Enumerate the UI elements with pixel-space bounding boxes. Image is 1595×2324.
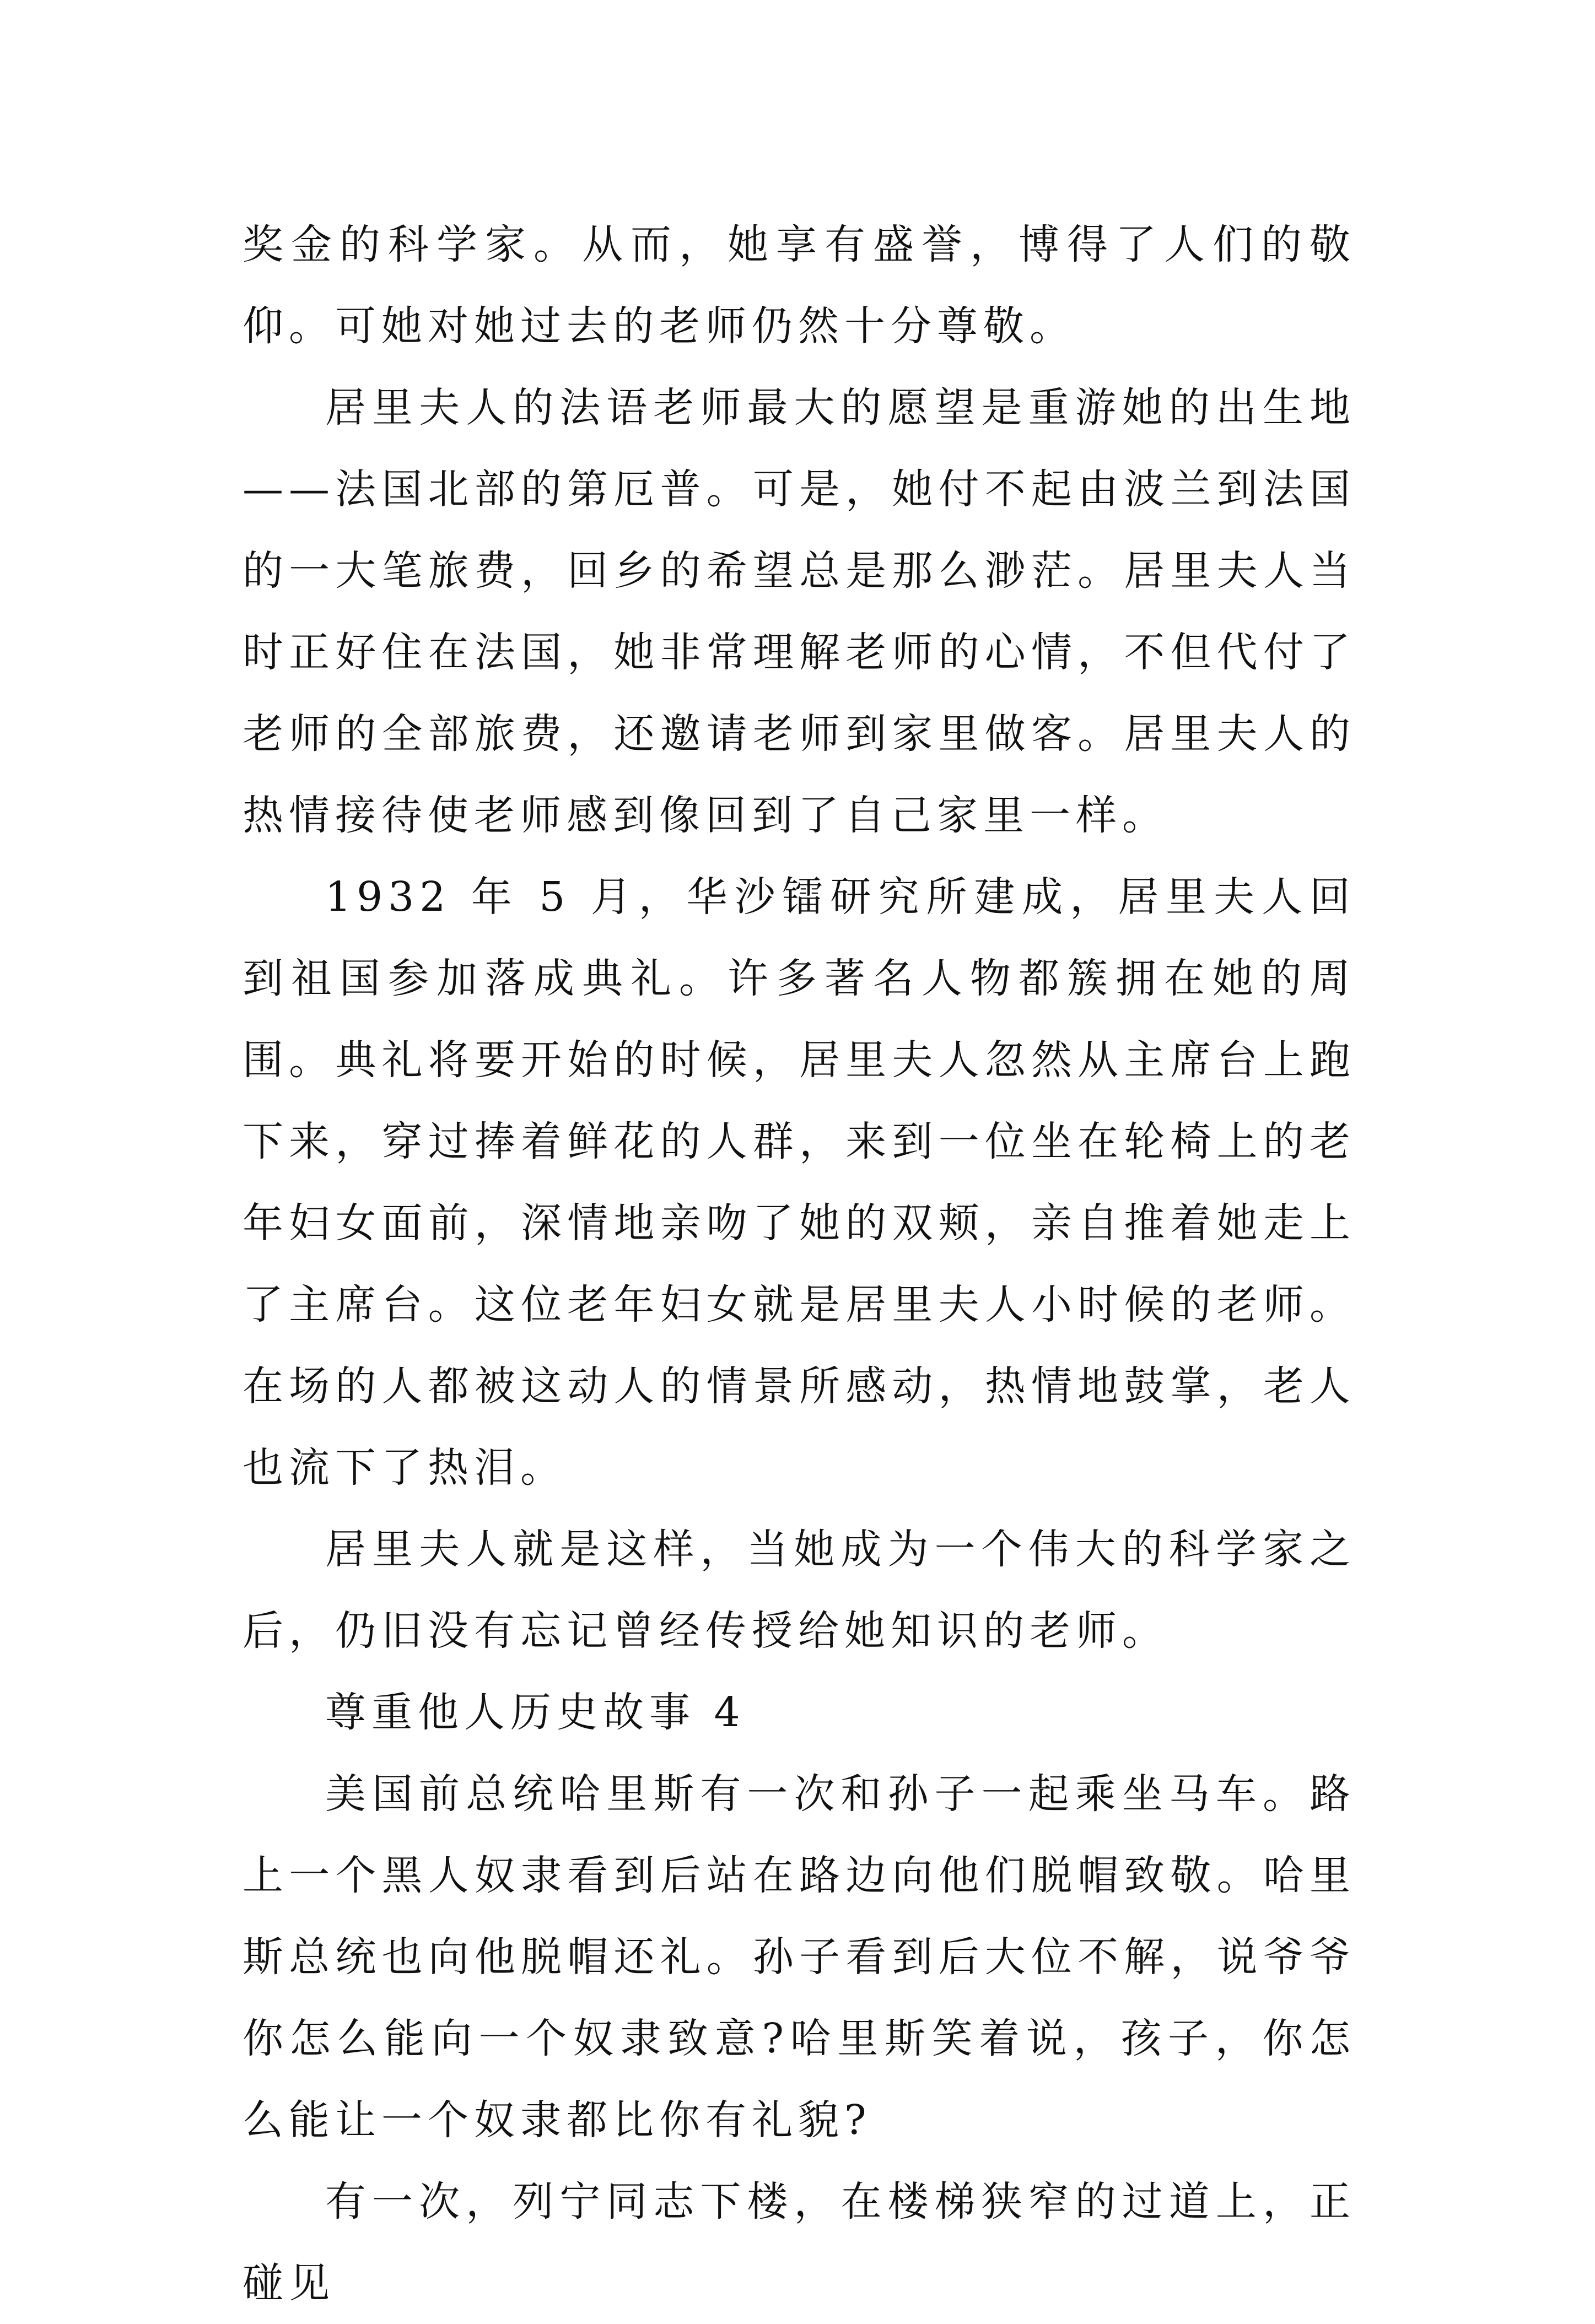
paragraph-lenin-story: 有一次，列宁同志下楼，在楼梯狭窄的过道上，正碰见 xyxy=(243,2178,1356,2307)
paragraph-continuation: 奖金的科学家。从而，她享有盛誉，博得了人们的敬仰。可她对她过去的老师仍然十分尊敬。 xyxy=(243,221,1356,350)
section-heading: 尊重他人历史故事 4 xyxy=(325,1689,746,1736)
paragraph-teacher-wish: 居里夫人的法语老师最大的愿望是重游她的出生地——法国北部的第厄普。可是，她付不起由波兰到法国的一大笔旅费，回乡的希望总是那么渺茫。居里夫人当时正好住在法国，她非常理解老师的心情，不但代付了老师的全部旅费，还邀请老师到家里做客。居里夫人的热情接待使老师感到像回到了自己家里一样。 xyxy=(243,384,1356,839)
document-body xyxy=(243,204,1356,2324)
paragraph-conclusion: 居里夫人就是这样，当她成为一个伟大的科学家之后，仍旧没有忘记曾经传授给她知识的老师。 xyxy=(243,1526,1356,1655)
paragraph-1932-ceremony: 1932 年 5 月，华沙镭研究所建成，居里夫人回到祖国参加落成典礼。许多著名人物都簇拥在她的周围。典礼将要开始的时候，居里夫人忽然从主席台上跑下来，穿过捧着鲜花的人群，来到一位坐在轮椅上的老年妇女面前，深情地亲吻了她的双颊，亲自推着她走上了主席台。这位老年妇女就是居里夫人小时候的老师。在场的人都被这动人的情景所感动，热情地鼓掌，老人也流下了热泪。 xyxy=(243,873,1356,1491)
paragraph-harris-story: 美国前总统哈里斯有一次和孙子一起乘坐马车。路上一个黑人奴隶看到后站在路边向他们脱帽致敬。哈里斯总统也向他脱帽还礼。孙子看到后大位不解，说爷爷你怎么能向一个奴隶致意?哈里斯笑着说，孩子，你怎么能让一个奴隶都比你有礼貌? xyxy=(243,1770,1356,2144)
